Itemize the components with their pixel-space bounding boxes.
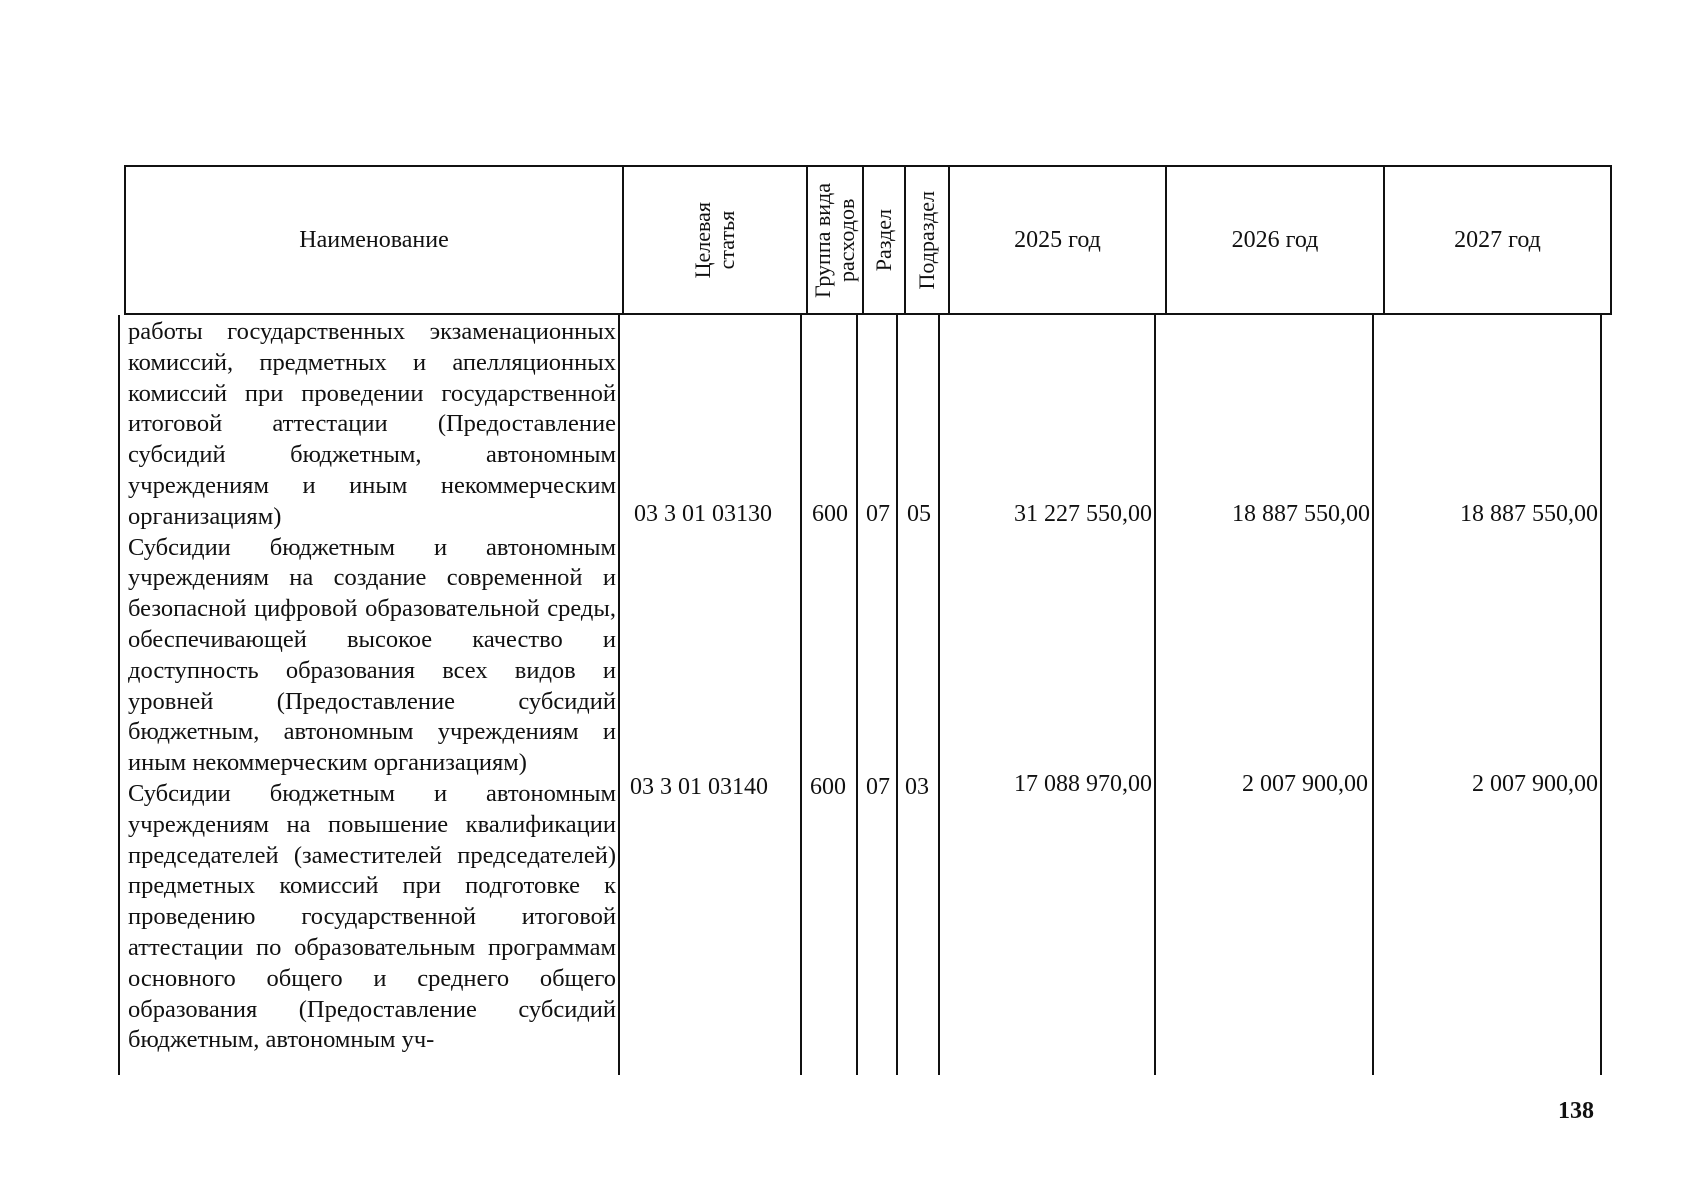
row1-year-2026: 18 887 550,00	[1232, 501, 1370, 527]
row2-target-article: 03 3 01 03140	[630, 774, 768, 800]
header-year-2026	[1165, 167, 1383, 313]
row2-year-2026: 2 007 900,00	[1242, 771, 1368, 797]
row2-subsection: 03	[905, 774, 929, 800]
header-target-article-label: Целевая статья	[690, 201, 739, 279]
row2-year-2027: 2 007 900,00	[1472, 771, 1598, 797]
page-number: 138	[1558, 1098, 1594, 1124]
header-expense-group	[806, 167, 862, 313]
header-subsection-label: Подраздел	[914, 190, 939, 290]
column-border	[938, 315, 940, 1075]
header-year-2025	[948, 167, 1165, 313]
header-year-2025-label: 2025 год	[1014, 226, 1101, 253]
row1-year-2027: 18 887 550,00	[1460, 501, 1598, 527]
header-section-label: Раздел	[871, 208, 896, 272]
row2-section: 07	[866, 774, 890, 800]
column-border	[118, 315, 120, 1075]
header-section	[862, 167, 904, 313]
header-year-2026-label: 2026 год	[1231, 226, 1319, 253]
row1-expense-group: 600	[812, 501, 848, 527]
row1-target-article: 03 3 01 03130	[634, 501, 772, 527]
column-border	[1600, 315, 1602, 1075]
column-border	[856, 315, 858, 1075]
table-header-row	[124, 165, 1612, 315]
header-year-2027	[1383, 167, 1610, 313]
item-description: Субсидии бюджетным и автономным учреждениям на повышение квалификации председателей (заместителей председателей) предметных комиссий при подготовке к проведению государственной итоговой аттестации по образовательным программам основного общего и среднего общего образования (Предоставление субсидий бюджетным, автономным уч-	[128, 779, 616, 1054]
header-name	[126, 167, 622, 313]
row2-expense-group: 600	[810, 774, 846, 800]
row2-year-2025: 17 088 970,00	[1014, 771, 1152, 797]
row1-year-2025: 31 227 550,00	[1014, 501, 1152, 527]
item-description: работы государственных экзаменационных комиссий, предметных и апелляционных комиссий при проведении государственной итоговой аттестации (Предоставление субсидий бюджетным, автономным учреждениям и иным некоммерческим организациям)	[128, 318, 616, 530]
column-border	[800, 315, 802, 1075]
column-border	[1154, 315, 1156, 1075]
column-border	[896, 315, 898, 1075]
table-body	[124, 315, 1612, 1075]
column-border	[1372, 315, 1374, 1075]
header-year-2027-label: 2027 год	[1454, 226, 1541, 253]
header-expense-group-label: Группа вида расходов	[810, 182, 859, 298]
item-description: Субсидии бюджетным и автономным учреждениям на создание современной и безопасной цифровой образовательной среды, обеспечивающей высокое качество и доступность образования всех видов и уровней (Предоставление субсидий бюджетным, автономным учреждениям и иным некоммерческим организациям)	[128, 533, 616, 777]
header-name-label: Наименование	[299, 226, 449, 253]
row1-section: 07	[866, 501, 890, 527]
row1-subsection: 05	[907, 501, 931, 527]
name-column-text	[128, 317, 616, 1056]
column-border	[618, 315, 620, 1075]
header-subsection	[904, 167, 948, 313]
header-target-article	[622, 167, 806, 313]
